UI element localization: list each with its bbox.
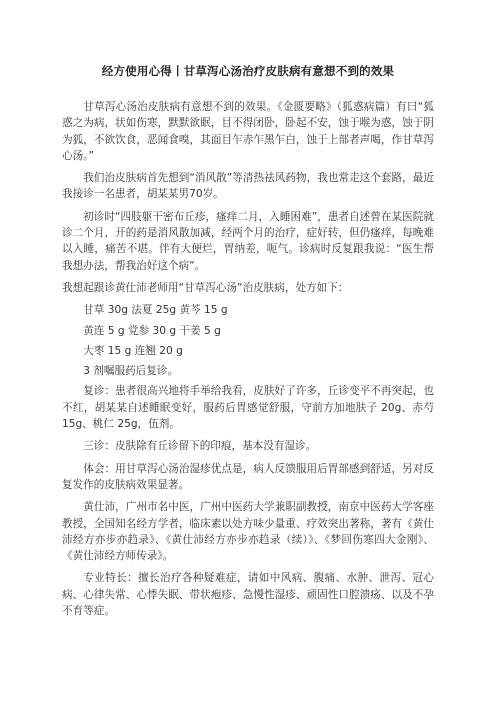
paragraph: 甘草泻心汤治皮肤病有意想不到的效果。《金匮要略》（狐惑病篇）有曰“狐惑之为病，状如伤寒，默默欲眠，目不得闭卧，卧起不安，蚀于喉为惑，蚀于阴为狐，不欲饮食，恶闻食嗅，其面目乍赤乍黑乍白，蚀于上部者声喝，作甘草泻心汤。” (62, 101, 434, 162)
paragraph: 我想起跟诊黄仕沛老师用“甘草泻心汤”治皮肤病，处方如下： (62, 281, 349, 294)
paragraph: 我们治皮肤病首先想到“消风散”等清热祛风药物，我也常走这个套路，最近我接诊一名患者，胡某某男70岁。 (62, 172, 434, 201)
paragraph: 三诊：皮肤除有丘诊留下的印痕，基本没有湿诊。 (83, 440, 317, 453)
prescription-line: 黄连 5 g 党参 30 g 干姜 5 g (83, 324, 221, 337)
prescription-line: 3 剂嘱服药后复诊。 (83, 365, 179, 378)
article-body (62, 99, 434, 619)
prescription-line: 大枣 15 g 连翘 20 g (83, 344, 183, 357)
article-title: 经方使用心得丨甘草泻心汤治疗皮肤病有意想不到的效果 (101, 64, 395, 78)
paragraph: 体会：用甘草泻心汤治湿疹优点是，病人反馈服用后胃部感到舒适，另对反复发作的皮肤病效果显著。 (62, 462, 434, 491)
paragraph: 专业特长：擅长治疗各种疑难症，请如中风病、腹痛、水肿、泄泻、冠心病、心律失常、心悸失眠、带状疱疹、急慢性湿疹、顽固性口腔溃疡、以及不孕不育等症。 (62, 572, 434, 618)
paragraph: 初诊时“四肢躯干密布丘疹，瘙痒二月，入睡困难”，患者自述曾在某医院就诊二个月，开的药是消风散加减，经两个月的治疗，症好转，但仍瘙痒，每晚难以入睡，痛苦不堪。伴有大便烂，胃纳差，呃气。诊病时反复跟我说：“医生帮我想办法，帮我治好这个病”。 (62, 210, 434, 272)
paragraph: 黄仕沛，广州市名中医，广州中医药大学兼职副教授，南京中医药大学客座教授，全国知名经方学者，临床素以处方味少量重、疗效突出著称，著有《黄仕沛经方亦步亦趋录》、《黄仕沛经方亦步亦趋录（续）》、《梦回伤寒四大金刚》、《黄仕沛经方师传录》。 (62, 501, 434, 563)
prescription-line: 甘草 30g 法夏 25g 黄芩 15 g (83, 304, 228, 317)
paragraph: 复诊：患者很高兴地将手举给我看，皮肤好了许多，丘诊变平不再突起，也不红，胡某某自述睡眠变好，服药后胃感觉舒服，守前方加地肤子 20g、赤芍 15g、桃仁 25g，伍剂。 (62, 385, 434, 431)
